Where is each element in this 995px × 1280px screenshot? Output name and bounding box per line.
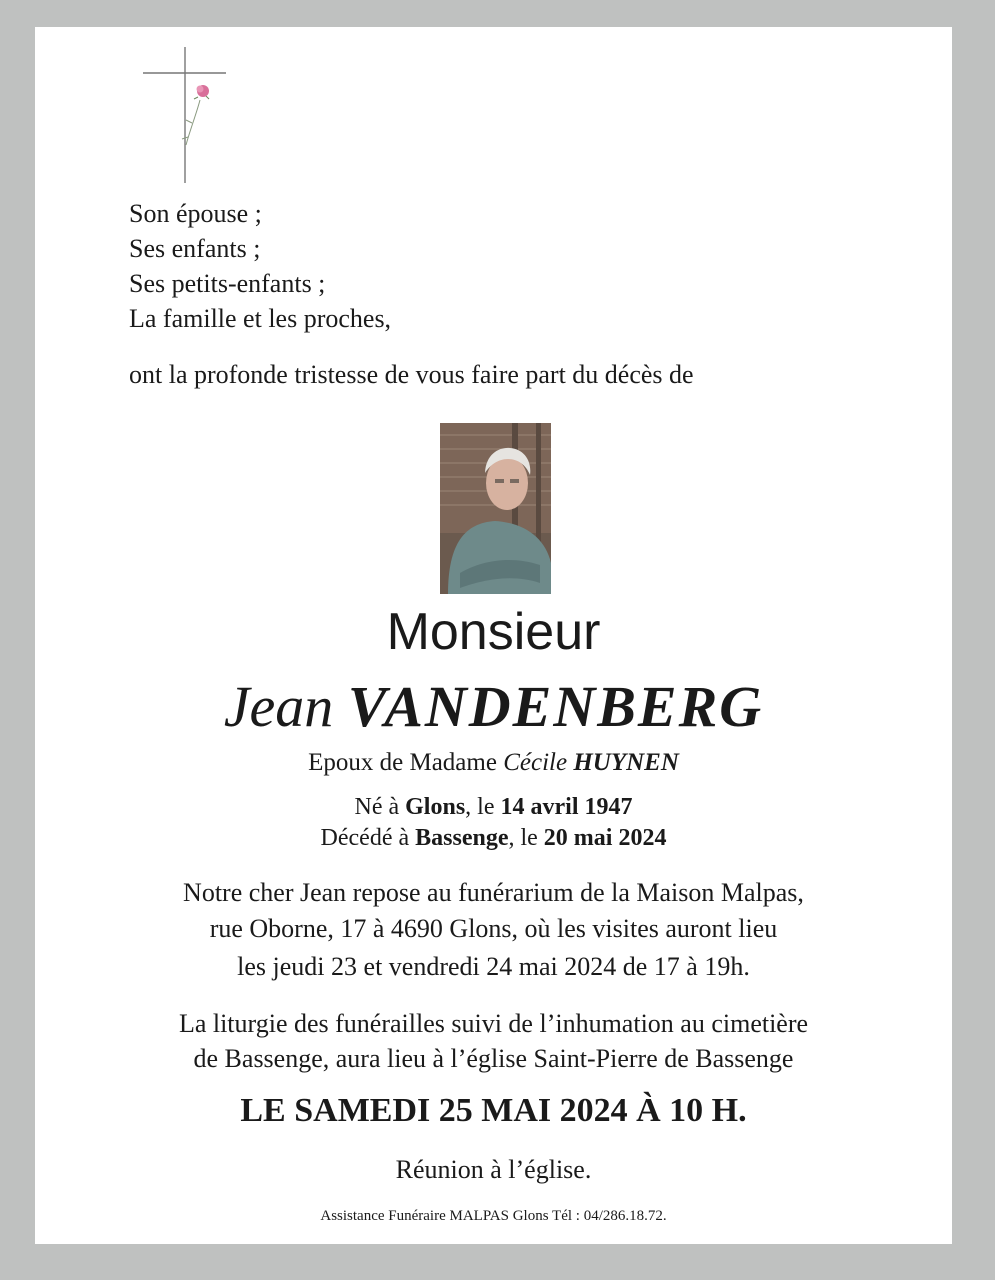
family-line-relatives: La famille et les proches, bbox=[129, 304, 392, 333]
resting-line-1: Notre cher Jean repose au funérarium de la Maison Malpas, bbox=[183, 878, 804, 907]
spouse-last-name: HUYNEN bbox=[573, 749, 679, 776]
meeting-note: Réunion à l’église. bbox=[395, 1155, 592, 1184]
family-line-spouse: Son épouse ; bbox=[129, 199, 262, 228]
deceased-name bbox=[35, 673, 952, 741]
death-mid: , le bbox=[508, 825, 538, 851]
spouse-prefix: Epoux de Madame bbox=[308, 749, 497, 776]
honorific-title: Monsieur bbox=[386, 603, 601, 661]
birth-mid: , le bbox=[465, 794, 495, 820]
liturgy-line-2: de Bassenge, aura lieu à l’église Saint-Pierre de Bassenge bbox=[193, 1044, 794, 1073]
family-list bbox=[129, 196, 391, 336]
obituary-sheet bbox=[35, 27, 952, 1244]
birth-date: 14 avril 1947 bbox=[500, 794, 633, 820]
birth-line bbox=[35, 792, 952, 823]
funeral-home-footer: Assistance Funéraire MALPAS Glons Tél : 04/286.18.72. bbox=[320, 1208, 667, 1224]
resting-line-3: les jeudi 23 et vendredi 24 mai 2024 de 17 à 19h. bbox=[237, 952, 750, 981]
deceased-last-name: VANDENBERG bbox=[347, 674, 764, 739]
death-line bbox=[35, 823, 952, 854]
deceased-first-name: Jean bbox=[223, 674, 334, 739]
cross-with-rose-icon bbox=[140, 45, 230, 185]
family-line-grandchildren: Ses petits-enfants ; bbox=[129, 269, 326, 298]
announcement-text: ont la profonde tristesse de vous faire part du décès de bbox=[129, 360, 694, 389]
resting-line-2: rue Oborne, 17 à 4690 Glons, où les visites auront lieu bbox=[209, 914, 778, 943]
death-prefix: Décédé à bbox=[320, 825, 410, 851]
liturgy-line-1: La liturgie des funérailles suivi de l’inhumation au cimetière bbox=[178, 1009, 809, 1038]
family-line-children: Ses enfants ; bbox=[129, 234, 261, 263]
spouse-line bbox=[35, 746, 952, 780]
death-date: 20 mai 2024 bbox=[543, 825, 667, 851]
birth-place: Glons bbox=[405, 794, 466, 820]
portrait-photo bbox=[440, 423, 551, 594]
birth-prefix: Né à bbox=[354, 794, 400, 820]
death-place: Bassenge bbox=[415, 825, 509, 851]
spouse-first-name: Cécile bbox=[503, 749, 568, 776]
ceremony-date: LE SAMEDI 25 MAI 2024 À 10 H. bbox=[240, 1092, 747, 1129]
